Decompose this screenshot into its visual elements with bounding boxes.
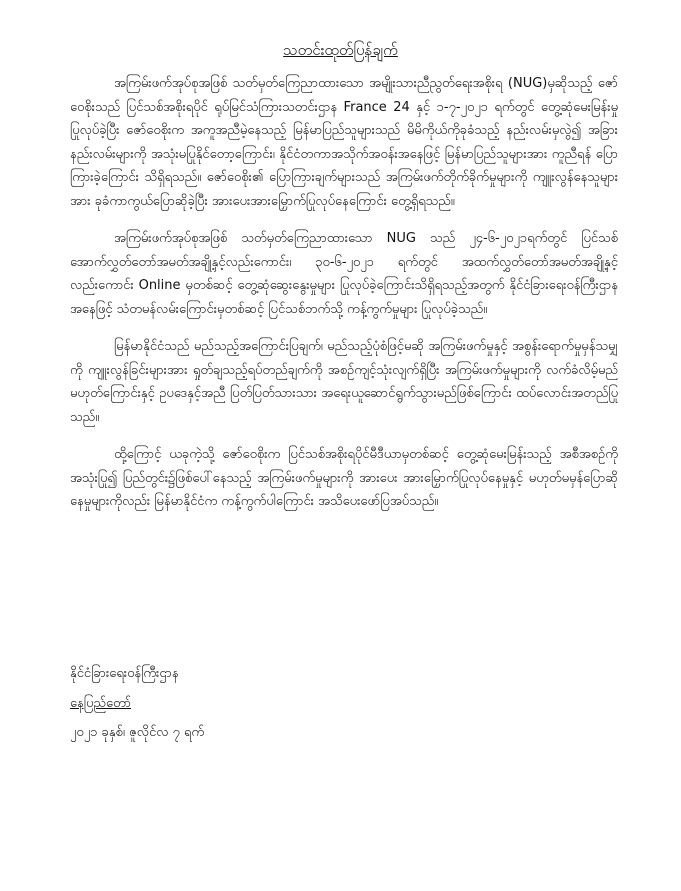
paragraph-1: အကြမ်းဖက်အုပ်စုအဖြစ် သတ်မှတ်ကြေညာထားသော အမျိုးသားညီညွတ်ရေးအစိုးရ (NUG)မှဆိုသည့် ဇော်ဝေစိုးသည် ပြင်သစ်အစိုးရပိုင် ရုပ်မြင်သံကြားသတင်းဌာန France 24 နှင့် ၁-၇-၂၀၂၁ ရက်တွင် တွေ့ဆုံမေးမြန်းမှုပြုလုပ်ခဲ့ပြီး ဇော်ဝေစိုးက အကူအညီမဲ့နေသည့် မြန်မာပြည်သူများသည် မိမိကိုယ်ကိုခုခံသည့် နည်းလမ်းမှလွဲ၍ အခြားနည်းလမ်းများကို အသုံးမပြုနိုင်တော့ကြောင်း၊ နိုင်ငံတကာအသိုက်အဝန်းအနေဖြင့် မြန်မာပြည်သူများအား ကူညီရန် ပြောကြားခဲ့ကြောင်း သိရှိရသည်။ ဇော်ဝေစိုး၏ ပြောကြားချက်များသည် အကြမ်းဖက်တိုက်ခိုက်မှုများကို ကျူးလွန်နေသူများအား ခုခံကာကွယ်ပြောဆိုခဲ့ပြီး အားပေးအားမြှောက်ပြုလုပ်နေကြောင်း တွေ့ရှိရသည်။ [70, 76, 618, 209]
paragraph-4: ထို့ကြောင့် ယခုကဲ့သို့ ဇော်ဝေစိုးက ပြင်သစ်အစိုးရပိုင်မီဒီယာမှတစ်ဆင့် တွေ့ဆုံမေးမြန်းသည့် အစီအစဉ်ကိုအသုံးပြု၍ ပြည်တွင်း၌ဖြစ်ပေါ်နေသည့် အကြမ်းဖက်မှုများကို အားပေး အားမြှောက်ပြုလုပ်နေမှုနှင့် မဟုတ်မမှန်ပြောဆိုနေမှုများကိုလည်း မြန်မာနိုင်ငံက ကန့်ကွက်ပါကြောင်း အသိပေးဖော်ပြအပ်သည်။ [70, 447, 618, 509]
signature-block [70, 662, 618, 751]
place-name: နေပြည်တော် [70, 695, 132, 711]
paragraph-3: မြန်မာနိုင်ငံသည် မည်သည့်အကြောင်းပြချက်၊ မည်သည့်ပုံစံဖြင့်မဆို အကြမ်းဖက်မှုနှင့် အစွန်းရောက်မှုမှန်သမျှကို ကျူးလွန်ခြင်းများအား ရှုတ်ချသည့်ရပ်တည်ချက်ကို အစဉ်ကျင့်သုံးလျက်ရှိပြီး အကြမ်းဖက်မှုများကို လက်ခံလိမ့်မည်မဟုတ်ကြောင်းနှင့် ဥပဒေနှင့်အညီ ပြတ်ပြတ်သားသား အရေးယူဆောင်ရွက်သွားမည်ဖြစ်ကြောင်း ထပ်လောင်းအတည်ပြုသည်။ [70, 339, 618, 425]
ministry-name: နိုင်ငံခြားရေးဝန်ကြီးဌာန [70, 666, 179, 681]
document-body [70, 72, 618, 528]
document-title: သတင်းထုတ်ပြန်ချက် [283, 41, 398, 59]
paragraph-2: အကြမ်းဖက်အုပ်စုအဖြစ် သတ်မှတ်ကြေညာထားသော NUG သည် ၂၄-၆-၂၀၂၁ရက်တွင် ပြင်သစ်အောက်လွှတ်တော်အမတ်အချို့နှင့်လည်းကောင်း၊ ၃၀-၆-၂၀၂၁ ရက်တွင် အထက်လွှတ်တော်အမတ်အချို့နှင့်လည်းကောင်း Online မှတစ်ဆင့် တွေ့ဆုံဆွေးနွေးမှုများ ပြုလုပ်ခဲ့ကြောင်းသိရှိရသည့်အတွက် နိုင်ငံခြားရေးဝန်ကြီးဌာနအနေဖြင့် သံတမန်လမ်းကြောင်းမှတစ်ဆင့် ပြင်သစ်ဘက်သို့ ကန့်ကွက်မှုများ ပြုလုပ်ခဲ့သည်။ [70, 231, 618, 317]
issue-date: ၂၀၂၁ ခုနှစ်၊ ဇူလိုင်လ ၇ ရက် [70, 725, 205, 740]
